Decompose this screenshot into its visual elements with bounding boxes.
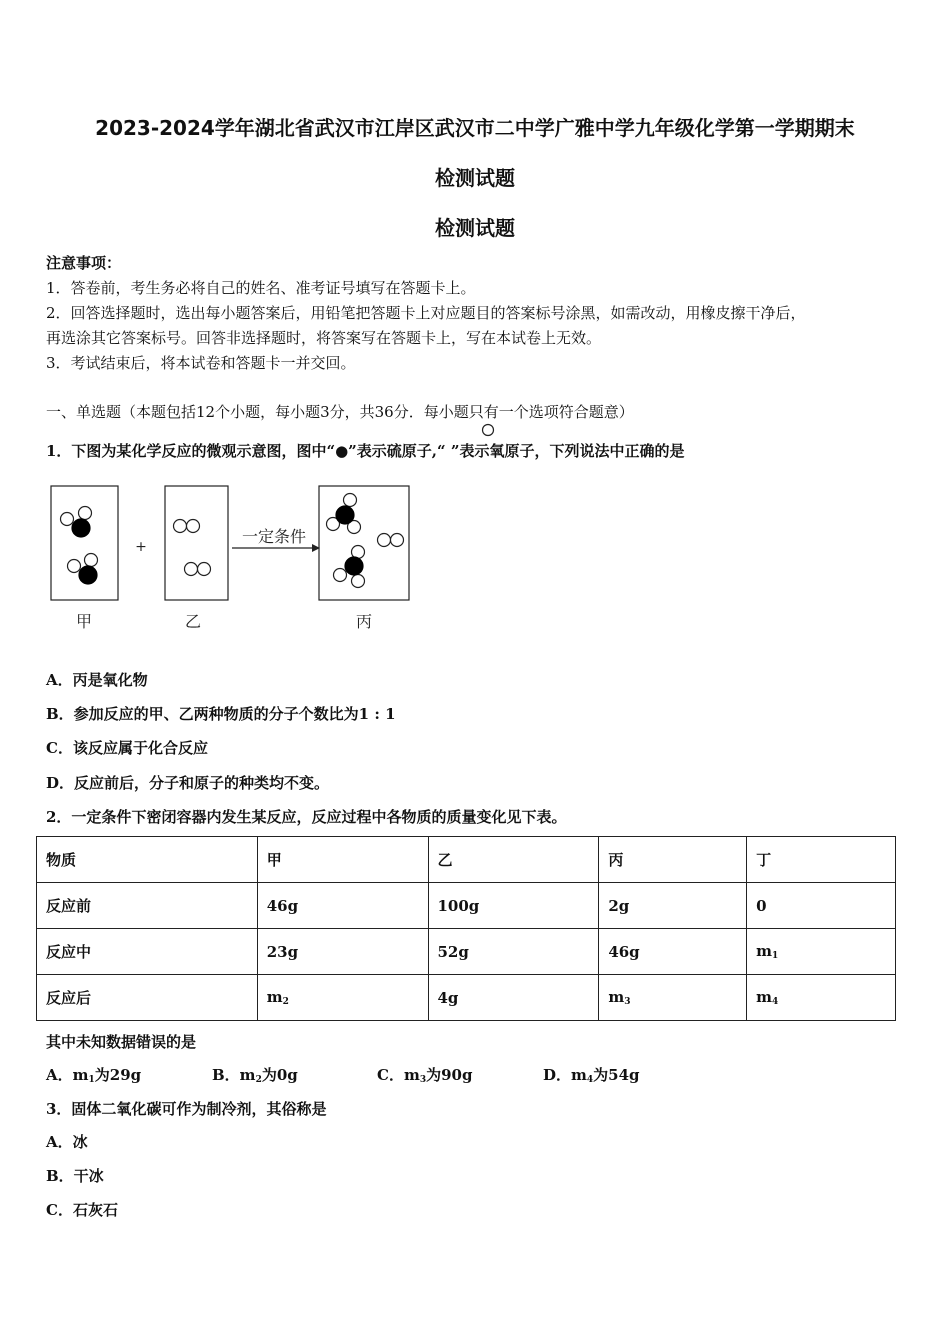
page-subtitle: 检测试题 <box>435 216 515 240</box>
var-m: m <box>266 988 283 1006</box>
notice-item-3: 3．考试结束后，将本试卷和答题卡一并交回。 <box>46 354 356 372</box>
q3-option-a: A．冰 <box>46 1133 88 1151</box>
opt-post: 为54g <box>593 1066 640 1084</box>
q2-option-a <box>46 1064 141 1085</box>
question-1-stem: 1．下图为某化学反应的微观示意图，图中“●”表示硫原子,“ ”表示氧原子，下列说法中正确的是 <box>46 442 685 460</box>
label-bing: 丙 <box>355 612 373 631</box>
notice-item-2-cont: 再选涂其它答案标号。回答非选择题时，将答案写在答题卡上，写在本试卷上无效。 <box>46 329 602 347</box>
q3-option-c: C．石灰石 <box>46 1201 118 1219</box>
opt-pre: D．m <box>543 1066 587 1084</box>
q2-option-c <box>377 1064 472 1085</box>
mass-table <box>36 836 896 1021</box>
opt-sub: 4 <box>586 1075 594 1085</box>
var-m: m <box>608 988 625 1006</box>
table-header-cell: 丁 <box>747 837 896 883</box>
table-cell: 46g <box>599 929 747 975</box>
table-row <box>37 883 896 929</box>
table-cell: 23g <box>257 929 428 975</box>
q3-option-b: B．干冰 <box>46 1167 104 1185</box>
plus-sign: + <box>135 539 147 555</box>
section-heading: 一、单选题（本题包括12个小题，每小题3分，共36分．每小题只有一个选项符合题意） <box>46 403 634 421</box>
var-sub: 3 <box>624 997 631 1007</box>
page-title: 2023-2024学年湖北省武汉市江岸区武汉市二中学广雅中学九年级化学第一学期期末 <box>95 116 855 140</box>
oxygen-atom-legend-icon <box>480 422 496 438</box>
table-header-cell: 物质 <box>37 837 258 883</box>
notice-item-2: 2．回答选择题时，选出每小题答案后，用铅笔把答题卡上对应题目的答案标号涂黑，如需改动，用橡皮擦干净后， <box>46 304 806 322</box>
label-jia: 甲 <box>75 612 93 631</box>
q1-option-c: C．该反应属于化合反应 <box>46 739 208 757</box>
notice-item-1: 1．答卷前，考生务必将自己的姓名、准考证号填写在答题卡上。 <box>46 279 476 297</box>
opt-sub: 1 <box>88 1075 95 1085</box>
o2-molecule-icon <box>185 563 211 576</box>
opt-post: 为29g <box>94 1066 142 1084</box>
table-cell: 0 <box>747 883 896 929</box>
so2-molecule-icon <box>61 507 92 538</box>
so3-molecule-icon <box>327 494 361 534</box>
table-header-cell: 丙 <box>599 837 747 883</box>
q1-option-b: B．参加反应的甲、乙两种物质的分子个数比为1 : 1 <box>46 705 396 723</box>
var-sub: 4 <box>772 997 779 1007</box>
question-3-stem: 3．固体二氧化碳可作为制冷剂，其俗称是 <box>46 1100 327 1118</box>
q1-option-d: D．反应前后，分子和原子的种类均不变。 <box>46 774 330 792</box>
table-cell: 反应后 <box>37 975 258 1021</box>
table-cell: 52g <box>428 929 599 975</box>
q2-option-d <box>543 1064 640 1085</box>
page-title-line2: 检测试题 <box>435 166 515 190</box>
opt-sub: 2 <box>255 1075 262 1085</box>
opt-pre: C．m <box>377 1066 420 1084</box>
notice-heading: 注意事项： <box>46 254 122 272</box>
opt-post: 为0g <box>261 1066 298 1084</box>
question-2-after: 其中未知数据错误的是 <box>46 1033 197 1051</box>
so2-molecule-icon <box>68 554 98 585</box>
o2-molecule-icon <box>174 520 200 533</box>
q1-option-a: A．丙是氧化物 <box>46 671 148 689</box>
table-cell <box>599 975 747 1021</box>
opt-pre: B．m <box>212 1066 256 1084</box>
table-cell: 反应前 <box>37 883 258 929</box>
table-header-cell: 乙 <box>428 837 599 883</box>
var-sub: 2 <box>282 997 289 1007</box>
question-2-stem: 2．一定条件下密闭容器内发生某反应，反应过程中各物质的质量变化见下表。 <box>46 808 567 826</box>
var-m: m <box>756 942 773 960</box>
label-yi: 乙 <box>184 612 202 631</box>
o2-molecule-icon <box>378 534 404 547</box>
box-yi <box>165 486 228 600</box>
table-cell: 2g <box>599 883 747 929</box>
table-row <box>37 975 896 1021</box>
table-cell <box>257 975 428 1021</box>
opt-post: 为90g <box>426 1066 473 1084</box>
q2-option-b <box>212 1064 298 1085</box>
reaction-diagram <box>40 478 440 638</box>
var-sub: 1 <box>772 951 779 961</box>
table-cell <box>747 929 896 975</box>
table-cell: 反应中 <box>37 929 258 975</box>
table-header-cell: 甲 <box>257 837 428 883</box>
table-cell <box>747 975 896 1021</box>
table-header-row <box>37 837 896 883</box>
table-cell: 4g <box>428 975 599 1021</box>
so3-molecule-icon <box>334 546 365 588</box>
var-m: m <box>756 988 773 1006</box>
reaction-condition: 一定条件 <box>241 527 307 546</box>
table-cell: 100g <box>428 883 599 929</box>
table-cell: 46g <box>257 883 428 929</box>
table-row <box>37 929 896 975</box>
opt-pre: A．m <box>46 1066 89 1084</box>
opt-sub: 3 <box>419 1075 427 1085</box>
